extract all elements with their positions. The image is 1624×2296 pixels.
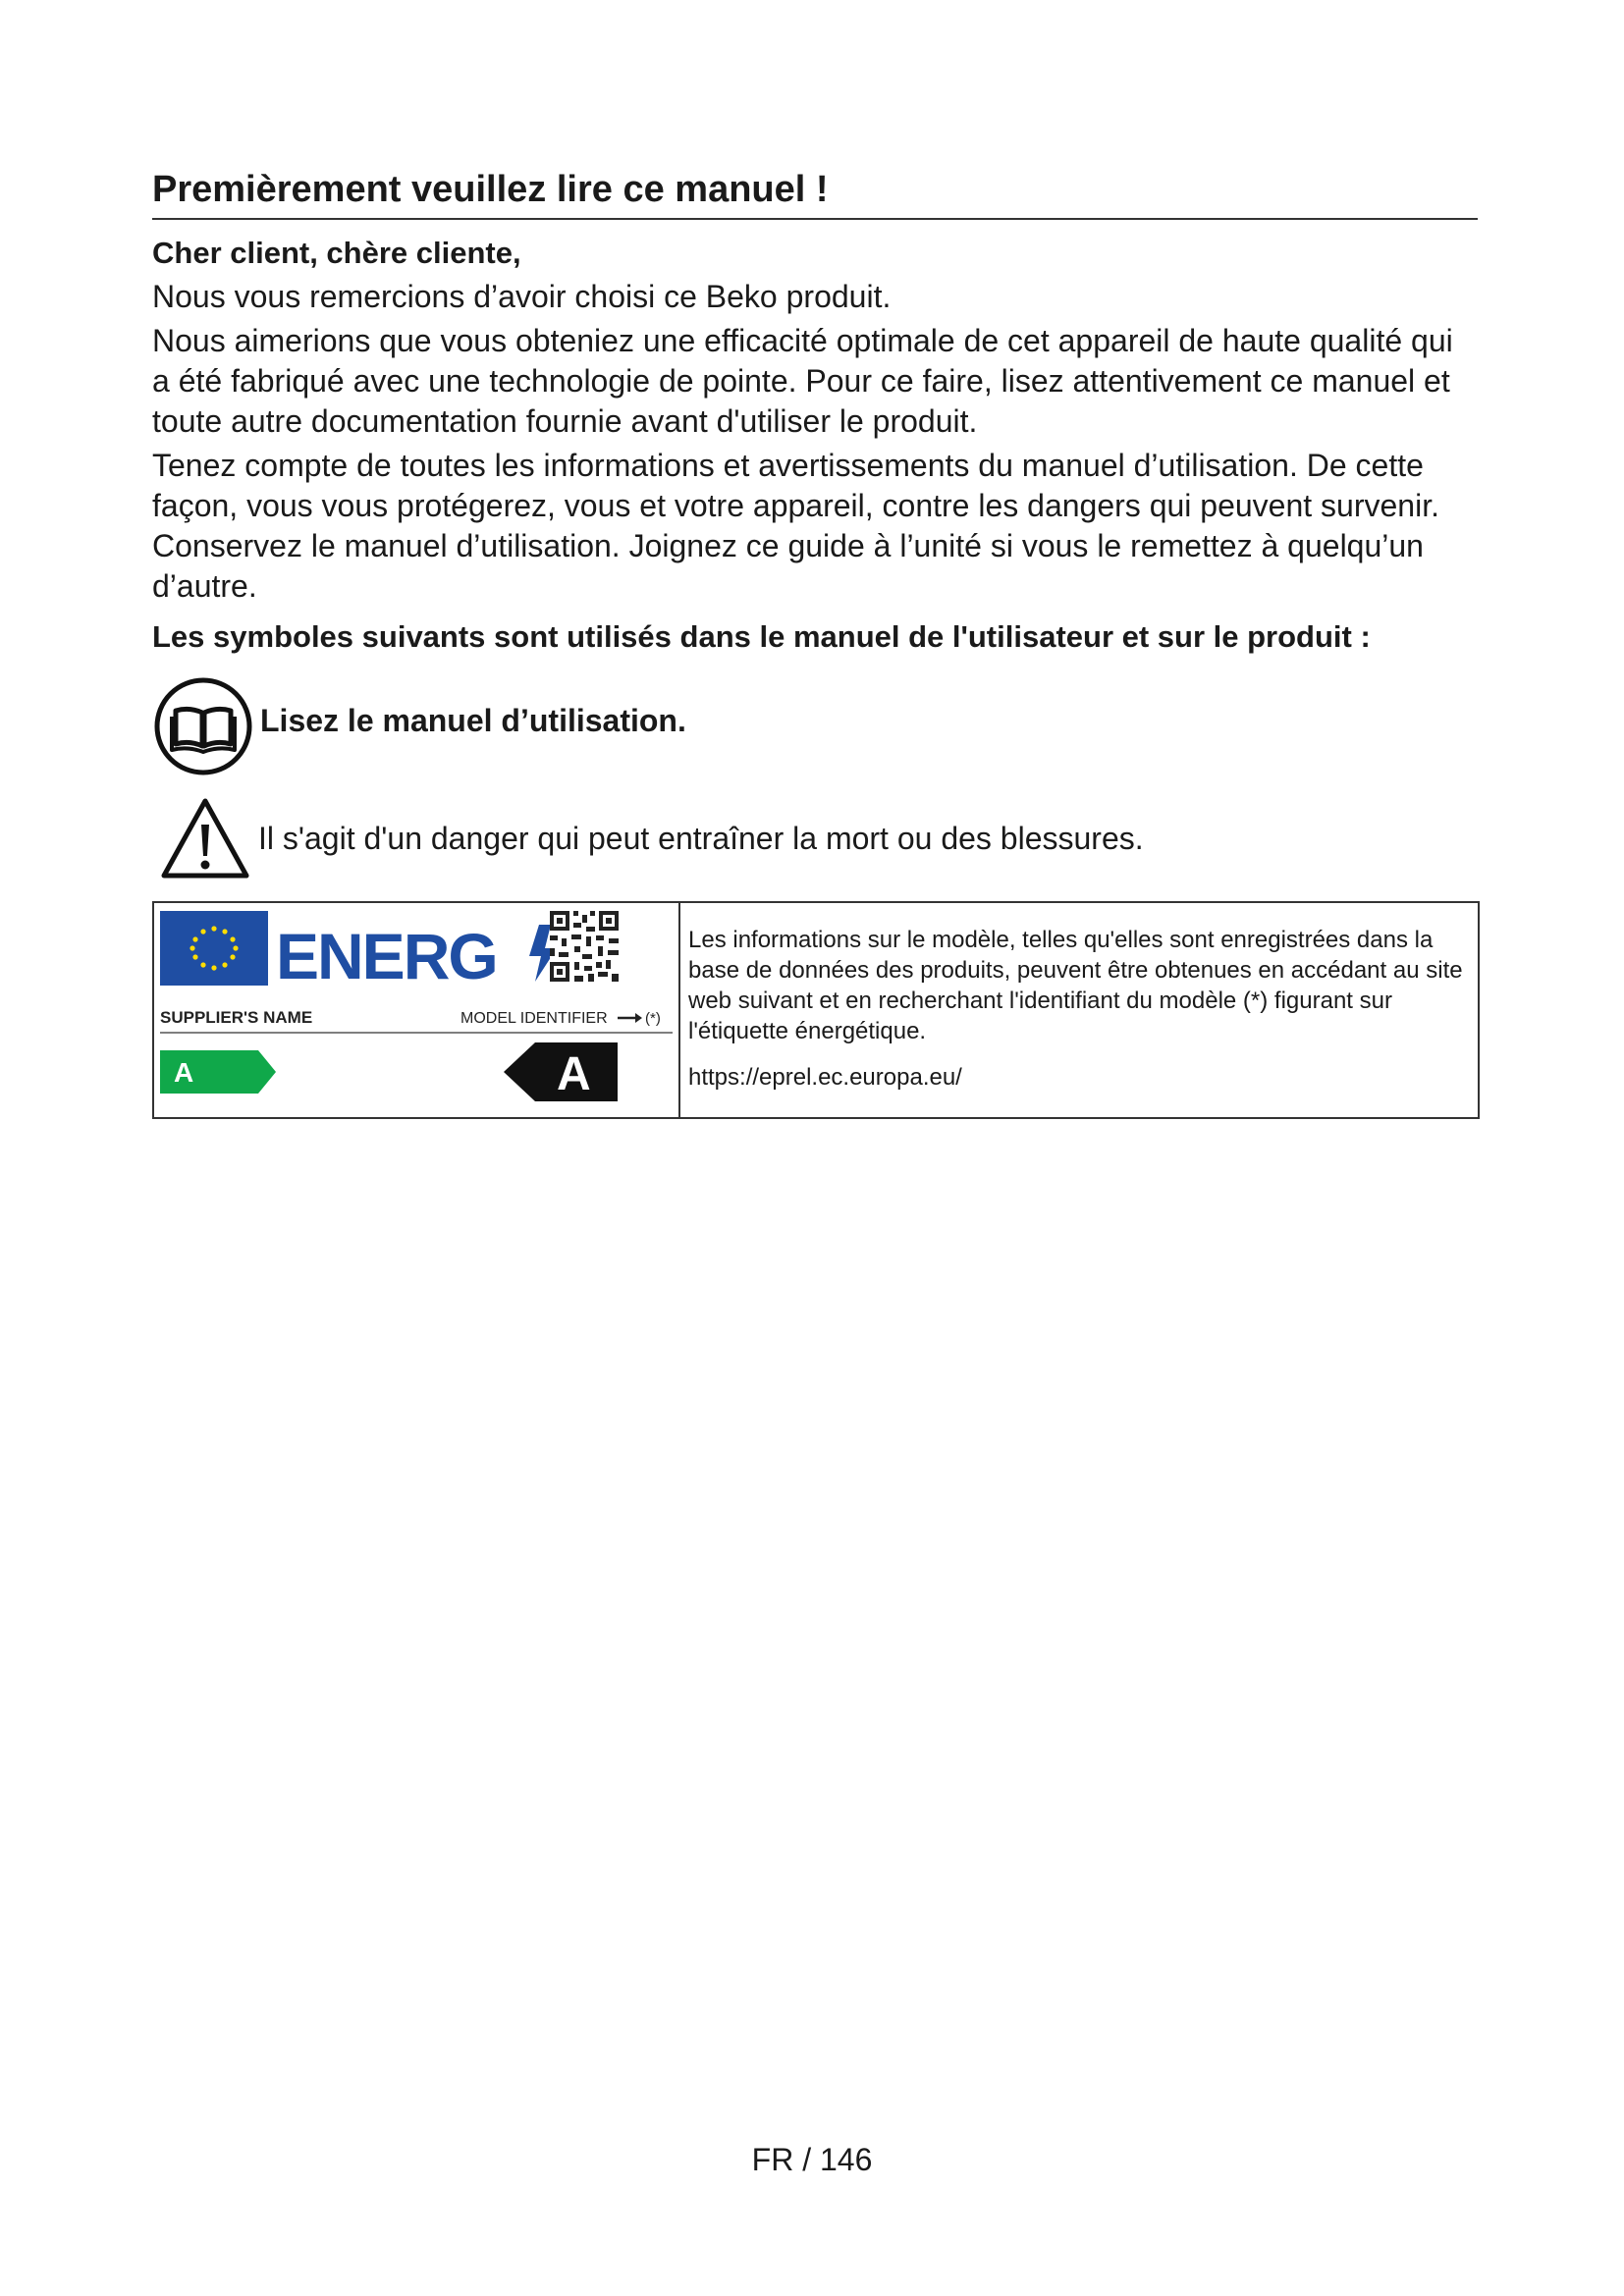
model-identifier-label: MODEL IDENTIFIER xyxy=(460,1010,608,1027)
symbol-warning-text: Il s'agit d'un danger qui peut entraîner la mort ou des blessures. xyxy=(258,820,1144,856)
supplier-label: SUPPLIER'S NAME xyxy=(160,1008,313,1027)
page-title: Premièrement veuillez lire ce manuel ! xyxy=(152,167,1478,220)
greeting: Cher client, chère cliente, xyxy=(152,236,521,270)
energy-logo-text: ENERG xyxy=(276,920,497,992)
symbol-manual-text: Lisez le manuel d’utilisation. xyxy=(260,702,686,738)
symbol-manual-row xyxy=(152,675,1478,777)
eprel-link[interactable]: https://eprel.ec.europa.eu/ xyxy=(688,1064,962,1091)
paragraph-efficiency: Nous aimerions que vous obteniez une efficacité optimale de cet appareil de haute qualité qui a été fabriqué avec une technologie de pointe. Pour ce faire, lisez attentivement ce manuel et toute autre documentation fournie avant d'utiliser le produit. xyxy=(152,323,1453,439)
eu-flag-icon xyxy=(160,911,268,986)
paragraph-thanks: Nous vous remercions d’avoir choisi ce Beko produit. xyxy=(152,279,892,314)
manual-page xyxy=(152,167,1478,1119)
paragraph-warnings: Tenez compte de toutes les informations et avertissements du manuel d’utilisation. De cette façon, vous vous protégerez, vous et votre appareil, contre les dangers qui peuvent survenir. Conservez le manuel d’utilisation. Joignez ce guide à l’unité si vous le remettez à quelqu’un d’autre. xyxy=(152,448,1439,604)
energy-label-box xyxy=(152,901,1480,1119)
label-info-text: Les informations sur le modèle, telles qu'elles sont enregistrées dans la base de données des produits, peuvent être obtenues en accédant au site web suivant et en recherchant l'identifiant du modèle (*) figurant sur l'étiquette énergétique. xyxy=(688,927,1463,1044)
model-marker: (*) xyxy=(645,1010,661,1027)
warning-triangle-icon xyxy=(158,795,252,881)
energy-label-info xyxy=(680,903,1478,1117)
class-indicator-letter: A xyxy=(557,1048,591,1100)
symbol-warning-row xyxy=(152,795,1478,881)
energy-label-graphic xyxy=(154,903,680,1117)
symbols-heading: Les symboles suivants sont utilisés dans le manuel de l'utilisateur et sur le produit : xyxy=(152,619,1371,654)
page-number: FR / 146 xyxy=(751,2142,873,2177)
qr-code-icon xyxy=(550,911,619,982)
book-manual-icon xyxy=(152,675,254,777)
class-scale-letter: A xyxy=(174,1057,194,1088)
